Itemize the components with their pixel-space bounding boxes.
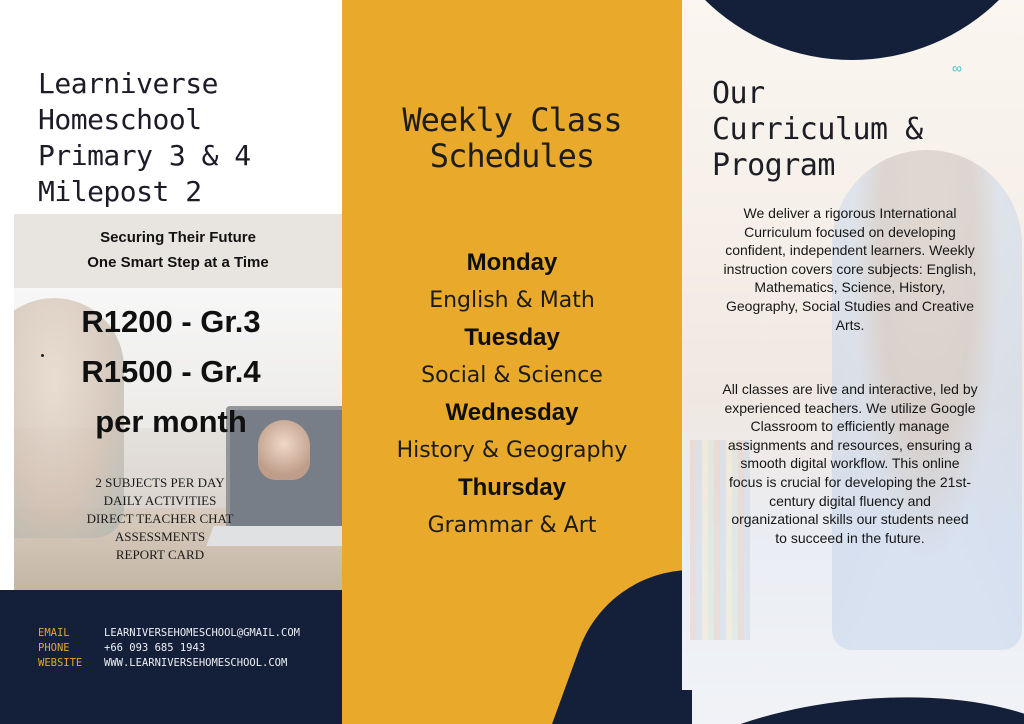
- paragraph-line: assignments and resources, ensuring a: [727, 436, 973, 453]
- price-grade-3: R1200 - Gr.3: [81, 304, 261, 339]
- curriculum-paragraph-2: [690, 380, 1010, 547]
- feature-item: ASSESSMENTS: [114, 529, 206, 544]
- squiggle-decoration-icon: ∞: [952, 60, 962, 76]
- tagline-line-2: One Smart Step at a Time: [87, 254, 269, 271]
- price-period: per month: [95, 404, 247, 439]
- left-panel: [0, 0, 342, 724]
- navy-corner-strip: [682, 690, 692, 724]
- schedule-title-line: Weekly Class: [402, 101, 622, 139]
- email-address[interactable]: LEARNIVERSEHOMESCHOOL@GMAIL.COM: [104, 627, 300, 639]
- paragraph-line: to succeed in the future.: [775, 529, 925, 546]
- day-tuesday: Tuesday: [464, 324, 560, 351]
- website-link[interactable]: WWW.LEARNIVERSEHOMESCHOOL.COM: [104, 657, 288, 669]
- day-monday: Monday: [466, 249, 558, 276]
- curriculum-title-line: Curriculum &: [712, 112, 923, 147]
- contact-website-row: [38, 656, 300, 671]
- paragraph-line: confident, independent learners. Weekly: [725, 242, 975, 259]
- tagline-box: [14, 214, 342, 288]
- contact-label: EMAIL: [38, 627, 70, 639]
- subjects-thursday: Grammar & Art: [427, 512, 597, 538]
- weekly-schedule: [342, 244, 682, 544]
- paragraph-line: We deliver a rigorous International: [743, 205, 957, 221]
- curriculum-title: [712, 76, 923, 184]
- day-wednesday: Wednesday: [445, 399, 579, 426]
- paragraph-line: Arts.: [835, 316, 865, 333]
- feature-item: REPORT CARD: [115, 547, 205, 562]
- paragraph-line: Classroom to efficiently manage: [750, 418, 950, 435]
- curriculum-title-line: Our: [712, 76, 765, 111]
- tagline-line-1: Securing Their Future: [100, 229, 256, 246]
- paragraph-line: experienced teachers. We utilize Google: [724, 399, 976, 416]
- paragraph-line: All classes are live and interactive, led by: [722, 381, 978, 397]
- features-list: [60, 474, 260, 564]
- paragraph-line: century digital fluency and: [769, 492, 931, 509]
- paragraph-line: Mathematics, Science, History,: [754, 279, 946, 296]
- day-thursday: Thursday: [457, 474, 567, 501]
- paragraph-line: Curriculum focused on developing: [744, 223, 956, 240]
- subjects-tuesday: Social & Science: [421, 362, 603, 388]
- subjects-monday: English & Math: [429, 287, 595, 313]
- schedule-title-line: Schedules: [429, 137, 595, 175]
- contact-label: PHONE: [38, 642, 70, 654]
- contact-phone-row: [38, 641, 300, 656]
- brochure-title: [38, 66, 251, 210]
- title-line: Learniverse: [38, 67, 218, 100]
- right-panel: [682, 0, 1024, 724]
- title-line: Primary 3 & 4: [38, 139, 251, 172]
- feature-item: 2 SUBJECTS PER DAY: [95, 475, 225, 490]
- phone-number[interactable]: +66 093 685 1943: [104, 642, 206, 654]
- middle-panel: [342, 0, 682, 724]
- schedule-title: [342, 102, 682, 174]
- navy-corner-shape: [552, 536, 682, 724]
- curriculum-title-line: Program: [712, 148, 835, 183]
- subjects-wednesday: History & Geography: [396, 437, 628, 463]
- paragraph-line: Geography, Social Studies and Creative: [726, 297, 974, 314]
- feature-item: DAILY ACTIVITIES: [103, 493, 217, 508]
- paragraph-line: instruction covers core subjects: English,: [723, 260, 977, 277]
- title-line: Milepost 2: [38, 175, 202, 208]
- paragraph-line: focus is crucial for developing the 21st-: [728, 473, 971, 490]
- contact-label: WEBSITE: [38, 657, 83, 669]
- contact-email-row: [38, 626, 300, 641]
- curriculum-paragraph-1: [690, 204, 1010, 334]
- feature-item: DIRECT TEACHER CHAT: [86, 511, 234, 526]
- contact-info: [38, 626, 300, 671]
- paragraph-line: organizational skills our students need: [731, 511, 969, 528]
- price-grade-4: R1500 - Gr.4: [81, 354, 261, 389]
- paragraph-line: smooth digital workflow. This online: [740, 455, 960, 472]
- title-line: Homeschool: [38, 103, 202, 136]
